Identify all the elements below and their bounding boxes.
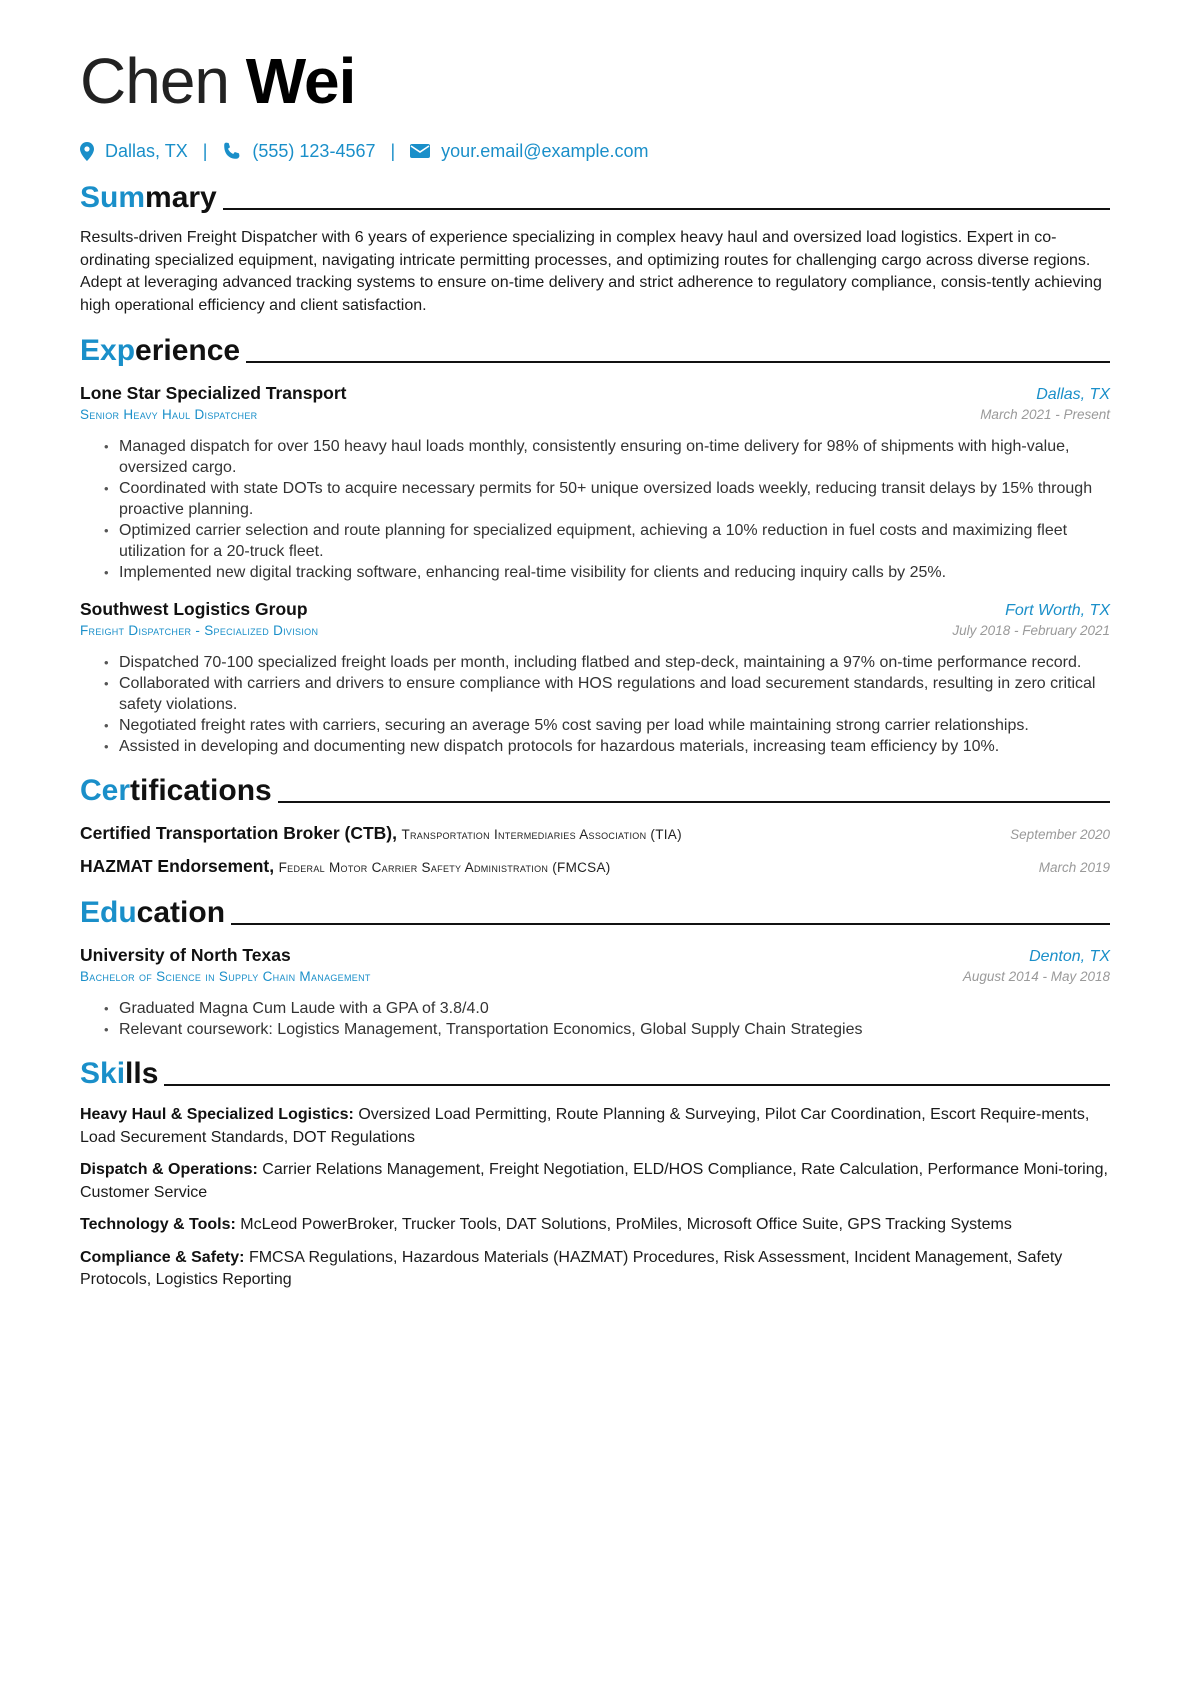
certification-issuer: Transportation Intermediaries Association (TIA)	[401, 827, 682, 842]
section-title-rest: tifications	[130, 774, 272, 807]
certification-date: March 2019	[1038, 860, 1110, 875]
section-title-highlight: Sum	[80, 181, 146, 214]
job-bullets	[80, 436, 1110, 583]
list-item: • Negotiated freight rates with carriers, securing an average 5% cost saving per load while maintaining strong carrier relationships.	[104, 715, 1110, 736]
section-rule	[246, 361, 1110, 363]
section-title	[80, 895, 225, 931]
list-item: • Managed dispatch for over 150 heavy haul loads monthly, consistently ensuring on-time delivery for 98% of shipments with high-value, oversized cargo.	[104, 436, 1110, 478]
section-title-highlight: Cer	[80, 774, 131, 807]
job-dates: March 2021 - Present	[980, 407, 1110, 422]
skill-group	[80, 1159, 1110, 1204]
skill-category: Technology & Tools:	[80, 1216, 236, 1233]
first-name: Chen	[80, 45, 229, 117]
comma: ,	[269, 856, 275, 876]
education-bullets	[80, 998, 1110, 1040]
list-item: • Relevant coursework: Logistics Management, Transportation Economics, Global Supply Chain Strategies	[104, 1019, 1110, 1040]
job-title: Senior Heavy Haul Dispatcher	[80, 407, 258, 422]
contact-bar	[80, 136, 1110, 166]
experience-entry	[80, 383, 1110, 583]
school-location: Denton, TX	[1029, 948, 1110, 965]
certification-name: HAZMAT Endorsement	[80, 856, 270, 876]
skill-items: McLeod PowerBroker, Trucker Tools, DAT Solutions, ProMiles, Microsoft Office Suite, GPS Tracking Systems	[240, 1216, 1012, 1233]
employer-location: Dallas, TX	[1036, 386, 1110, 403]
skill-category: Dispatch & Operations:	[80, 1161, 258, 1178]
skill-group	[80, 1214, 1110, 1237]
section-title-highlight: Exp	[80, 334, 136, 367]
contact-separator: |	[390, 140, 396, 161]
contact-phone[interactable]	[222, 141, 375, 162]
skill-items: Oversized Load Permitting, Route Planning & Surveying, Pilot Car Coordination, Escort Require-ments, Load Securement Standards, DOT Regulations	[80, 1106, 1090, 1146]
section-certifications-heading	[80, 769, 1110, 809]
section-title	[80, 180, 217, 216]
degree-title: Bachelor of Science in Supply Chain Management	[80, 969, 371, 984]
list-item: • Graduated Magna Cum Laude with a GPA of 3.8/4.0	[104, 998, 1110, 1019]
skill-category: Compliance & Safety:	[80, 1248, 245, 1266]
section-title-rest: cation	[136, 896, 226, 929]
certification-name: Certified Transportation Broker (CTB)	[80, 823, 393, 843]
map-pin-icon	[80, 142, 94, 161]
contact-separator: |	[202, 140, 208, 161]
job-title: Freight Dispatcher - Specialized Division	[80, 623, 319, 638]
contact-email[interactable]	[410, 141, 648, 162]
skill-group	[80, 1104, 1110, 1149]
section-title-rest: erience	[135, 334, 241, 367]
certification-issuer: Federal Motor Carrier Safety Administration (FMCSA)	[278, 860, 611, 875]
job-bullets	[80, 652, 1110, 757]
comma: ,	[392, 823, 397, 843]
last-name: Wei	[245, 45, 356, 117]
section-title	[80, 773, 272, 809]
section-education-heading	[80, 891, 1110, 931]
list-item: • Collaborated with carriers and drivers to ensure compliance with HOS regulations and load securement standards, resulting in zero critical safety violations.	[104, 673, 1110, 715]
job-dates: July 2018 - February 2021	[952, 623, 1110, 638]
certification-item	[80, 823, 1110, 844]
envelope-icon	[410, 143, 430, 159]
certification-date: September 2020	[1010, 827, 1110, 842]
skill-category: Heavy Haul & Specialized Logistics:	[80, 1106, 354, 1123]
list-item: • Coordinated with state DOTs to acquire necessary permits for 50+ unique oversized loads weekly, reducing transit delays by 15% through proactive planning.	[104, 478, 1110, 520]
skill-group	[80, 1247, 1110, 1292]
certification-item	[80, 856, 1110, 877]
education-entry	[80, 945, 1110, 1040]
email-text[interactable]: your.email@example.com	[441, 140, 649, 161]
phone-text[interactable]: (555) 123-4567	[252, 140, 376, 161]
list-item: • Dispatched 70-100 specialized freight loads per month, including flatbed and step-deck, maintaining a 97% on-time performance record.	[104, 652, 1110, 673]
section-title	[80, 333, 240, 369]
section-skills-heading	[80, 1052, 1110, 1092]
employer-name: Southwest Logistics Group	[80, 599, 308, 619]
school-name: University of North Texas	[80, 945, 291, 965]
candidate-name	[80, 40, 1110, 122]
section-title-highlight: Ski	[80, 1057, 126, 1090]
experience-entry	[80, 599, 1110, 757]
skill-items: Carrier Relations Management, Freight Negotiation, ELD/HOS Compliance, Rate Calculation, Performance Moni-toring, Customer Service	[80, 1161, 1108, 1201]
section-title-rest: lls	[125, 1057, 159, 1090]
section-title-rest: mary	[145, 181, 217, 214]
list-item: • Implemented new digital tracking software, enhancing real-time visibility for clients and reducing inquiry calls by 25%.	[104, 562, 1110, 583]
summary-text: Results-driven Freight Dispatcher with 6 years of experience specializing in complex heavy haul and oversized load logistics. Expert in co-ordinating specialized equipment, navigating intricate permitting processes, and optimizing routes for challenging cargo across diverse regions. Adept at leveraging advanced tracking systems to ensure on-time delivery and strict adherence to regulatory compliance, consis-tently achieving high operational efficiency and client satisfaction.	[80, 229, 1102, 314]
section-title-highlight: Edu	[80, 896, 137, 929]
education-dates: August 2014 - May 2018	[962, 969, 1110, 984]
section-experience-heading	[80, 329, 1110, 369]
list-item: • Optimized carrier selection and route planning for specialized equipment, achieving a 10% reduction in fuel costs and maximizing fleet utilization for a 20-truck fleet.	[104, 520, 1110, 562]
section-rule	[223, 208, 1110, 210]
section-title	[80, 1056, 158, 1092]
employer-name: Lone Star Specialized Transport	[80, 383, 347, 403]
list-item: • Assisted in developing and documenting new dispatch protocols for hazardous materials, increasing team efficiency by 10%.	[104, 736, 1110, 757]
contact-location	[80, 141, 188, 162]
skill-items: FMCSA Regulations, Hazardous Materials (HAZMAT) Procedures, Risk Assessment, Incident Management, Safety Protocols, Logistics Reporting	[80, 1248, 1063, 1288]
employer-location: Fort Worth, TX	[1005, 602, 1110, 619]
section-rule	[231, 923, 1110, 925]
section-rule	[278, 801, 1110, 803]
phone-icon	[222, 142, 241, 161]
location-text: Dallas, TX	[105, 140, 188, 161]
section-summary-heading	[80, 176, 1110, 216]
section-rule	[164, 1084, 1110, 1086]
